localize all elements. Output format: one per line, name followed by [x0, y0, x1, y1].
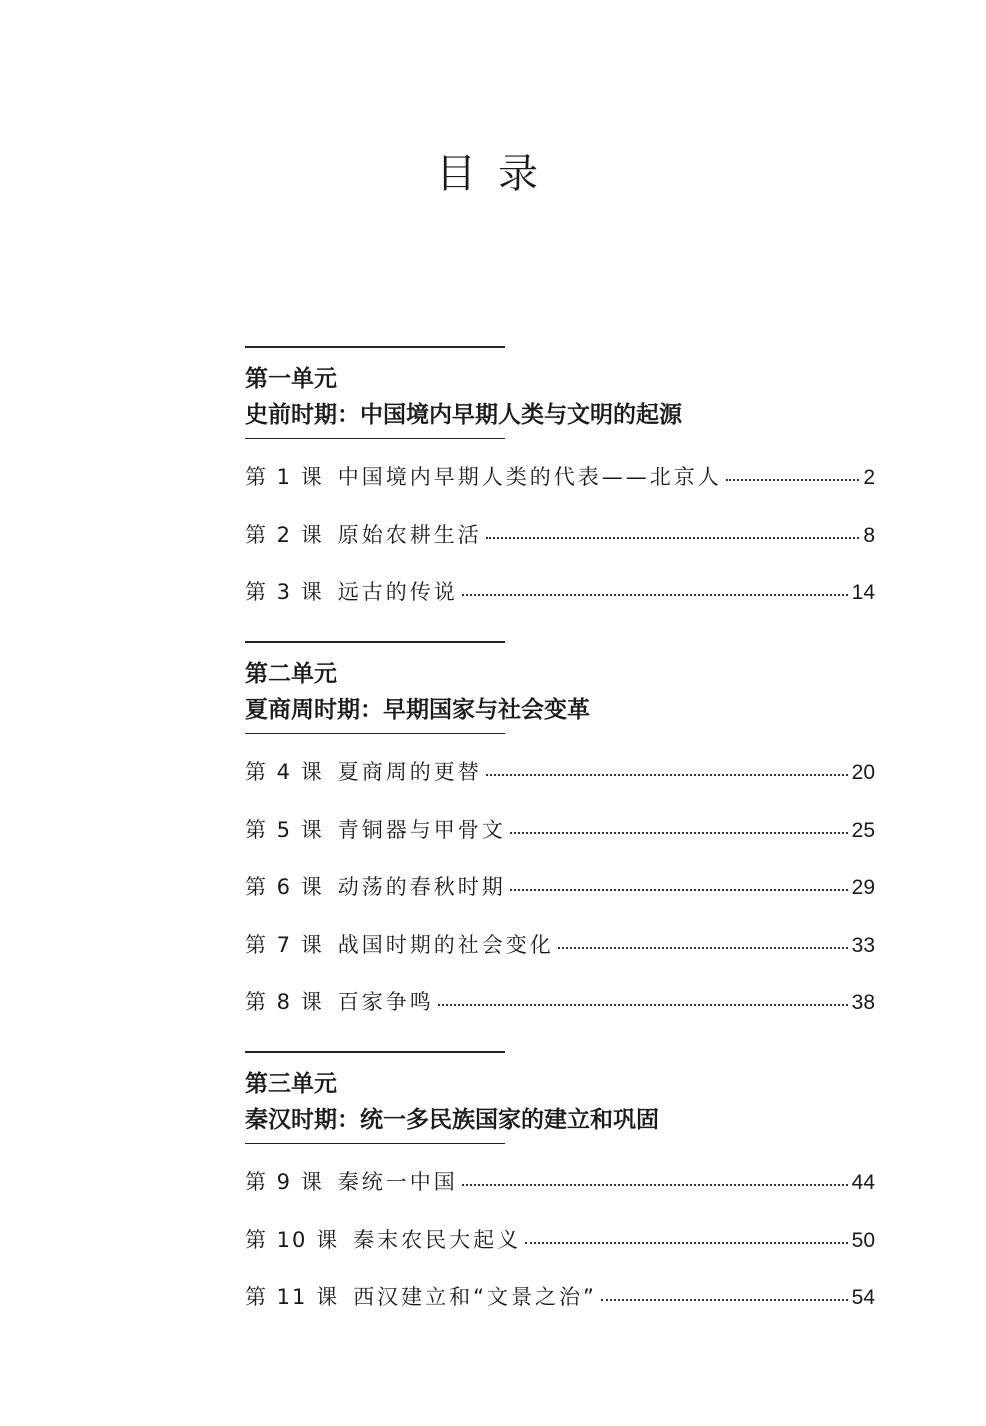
- unit-title: 夏商周时期：早期国家与社会变革: [245, 695, 590, 723]
- divider: [245, 1051, 505, 1053]
- page-number: 50: [851, 1228, 875, 1252]
- dot-leader: [462, 1184, 848, 1186]
- dot-leader: [486, 774, 848, 776]
- dot-leader: [726, 479, 860, 481]
- unit-section: [245, 1051, 875, 1339]
- toc-entry[interactable]: [245, 519, 875, 577]
- page-number: 33: [851, 933, 875, 957]
- toc-entry[interactable]: [245, 929, 875, 987]
- toc-entry[interactable]: [245, 814, 875, 872]
- toc-entry[interactable]: [245, 1224, 875, 1282]
- page-title: 目录: [436, 151, 560, 197]
- dot-leader: [601, 1299, 848, 1301]
- dot-leader: [558, 947, 848, 949]
- unit-number: 第一单元: [245, 364, 337, 392]
- dot-leader: [525, 1242, 848, 1244]
- dot-leader: [486, 537, 860, 539]
- lesson-number: 第 6 课: [245, 875, 324, 900]
- unit-title: 史前时期：中国境内早期人类与文明的起源: [245, 400, 682, 428]
- lesson-title: 中国境内早期人类的代表——北京人: [337, 465, 722, 490]
- lesson-title: 动荡的春秋时期: [337, 875, 506, 900]
- lesson-title: 秦末农民大起义: [353, 1227, 522, 1252]
- lesson-title: 秦统一中国: [337, 1170, 458, 1195]
- lesson-number: 第 7 课: [245, 932, 324, 957]
- dot-leader: [510, 889, 848, 891]
- page-number: 54: [851, 1286, 875, 1310]
- lesson-number: 第 10 课: [245, 1227, 340, 1252]
- unit-number: 第三单元: [245, 1069, 337, 1097]
- unit-title: 秦汉时期：统一多民族国家的建立和巩固: [245, 1105, 659, 1133]
- lesson-number: 第 1 课: [245, 465, 324, 490]
- divider: [245, 641, 505, 643]
- lesson-title: 夏商周的更替: [337, 760, 482, 785]
- divider: [245, 346, 505, 348]
- toc-entry[interactable]: [245, 461, 875, 519]
- dot-leader: [438, 1004, 848, 1006]
- lesson-title: 战国时期的社会变化: [337, 932, 554, 957]
- toc-entry[interactable]: [245, 871, 875, 929]
- lesson-number: 第 5 课: [245, 817, 324, 842]
- dot-leader: [462, 594, 848, 596]
- lesson-title: 百家争鸣: [337, 990, 434, 1015]
- toc-entry[interactable]: [245, 576, 875, 634]
- page-number: 38: [851, 991, 875, 1015]
- lesson-number: 第 8 课: [245, 990, 324, 1015]
- page-number: 44: [851, 1171, 875, 1195]
- unit-section: [245, 641, 875, 1044]
- page-number: 29: [851, 876, 875, 900]
- toc-entry[interactable]: [245, 756, 875, 814]
- page-number: 8: [863, 523, 875, 547]
- lesson-title: 青铜器与甲骨文: [337, 817, 506, 842]
- page-number: 20: [851, 761, 875, 785]
- page-number: 2: [863, 466, 875, 490]
- lesson-number: 第 11 课: [245, 1285, 340, 1310]
- lesson-title: 远古的传说: [337, 580, 458, 605]
- unit-section: [245, 346, 875, 634]
- toc-entry[interactable]: [245, 1166, 875, 1224]
- lesson-title: 西汉建立和“文景之治”: [353, 1285, 597, 1310]
- dot-leader: [510, 832, 848, 834]
- lesson-title: 原始农耕生活: [337, 522, 482, 547]
- page-number: 14: [851, 581, 875, 605]
- lesson-number: 第 2 课: [245, 522, 324, 547]
- lesson-number: 第 3 课: [245, 580, 324, 605]
- page-number: 25: [851, 818, 875, 842]
- lesson-number: 第 4 课: [245, 760, 324, 785]
- toc-entry[interactable]: [245, 986, 875, 1044]
- lesson-number: 第 9 课: [245, 1170, 324, 1195]
- toc-entry[interactable]: [245, 1281, 875, 1339]
- unit-number: 第二单元: [245, 659, 337, 687]
